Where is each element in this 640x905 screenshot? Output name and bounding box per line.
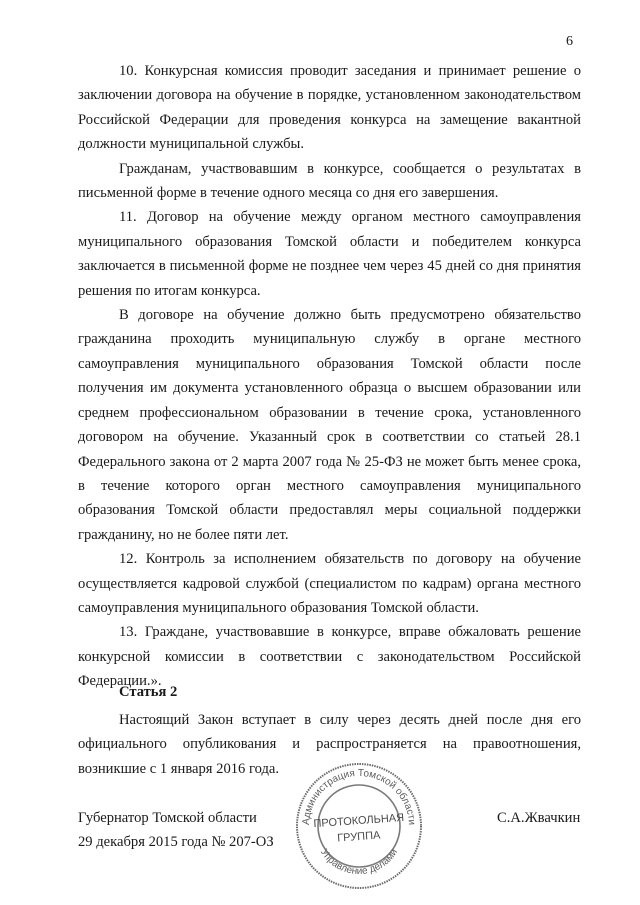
svg-text:Управление делами	[318, 847, 400, 877]
paragraph: 11. Договор на обучение между органом местного самоуправления муниципального образования Томской области и победителем конкурса заключается в письменной форме не позднее чем через 45 дней со дня принятия решения по итогам конкурса.	[78, 209, 581, 299]
stamp-outer-top: Администрация Томской области	[300, 767, 418, 826]
stamp-center-line1: ПРОТОКОЛЬНАЯ	[313, 811, 405, 831]
paragraph: Настоящий Закон вступает в силу через десять дней после дня его официального опубликования и распространяется на правоотношения, возникшие с 1 января 2016 года.	[78, 712, 581, 777]
law-date-number: 29 декабря 2015 года № 207-ОЗ	[78, 834, 274, 851]
stamp-outer-bottom: Управление делами	[317, 847, 401, 878]
paragraph: В договоре на обучение должно быть предусмотрено обязательство гражданина проходить муниципальную службу в органе местного самоуправления муниципального образования Томской области после получения им документа установленного образца о высшем образовании или среднем профессиональном образовании в течение срока, установленного договором на обучение. Указанный срок в соответствии со статьей 28.1 Федерального закона от 2 марта 2007 года № 25-ФЗ не может быть менее срока, в течение которого орган местного самоуправления муниципального образования Томской области предоставлял меры социальной поддержки гражданину, но не более пяти лет.	[78, 307, 581, 543]
signatory-position: Губернатор Томской области	[78, 810, 257, 826]
paragraph: Гражданам, участвовавшим в конкурсе, сообщается о результатах в письменной форме в течение одного месяца со дня его завершения.	[78, 160, 581, 202]
paragraph: 13. Граждане, участвовавшие в конкурсе, вправе обжаловать решение конкурсной комиссии в соответствии с законодательством Российской Федерации.».	[78, 624, 581, 690]
article-2-heading: Статья 2	[119, 684, 178, 700]
signatory-name: С.А.Жвачкин	[497, 810, 581, 826]
page-number: 6	[566, 34, 573, 49]
official-stamp	[293, 760, 425, 892]
paragraph: 10. Конкурсная комиссия проводит заседания и принимает решение о заключении договора на обучение в порядке, установленном законодательством Российской Федерации для проведения конкурса на замещение вакантной должности муниципальной службы.	[78, 63, 581, 153]
paragraph: 12. Контроль за исполнением обязательств по договору на обучение осуществляется кадровой службой (специалистом по кадрам) органа местного самоуправления муниципального образования Томской области.	[78, 551, 581, 616]
article-1-continuation	[78, 59, 581, 694]
signature-block	[78, 806, 274, 855]
stamp-center-line2: ГРУППА	[336, 829, 381, 845]
